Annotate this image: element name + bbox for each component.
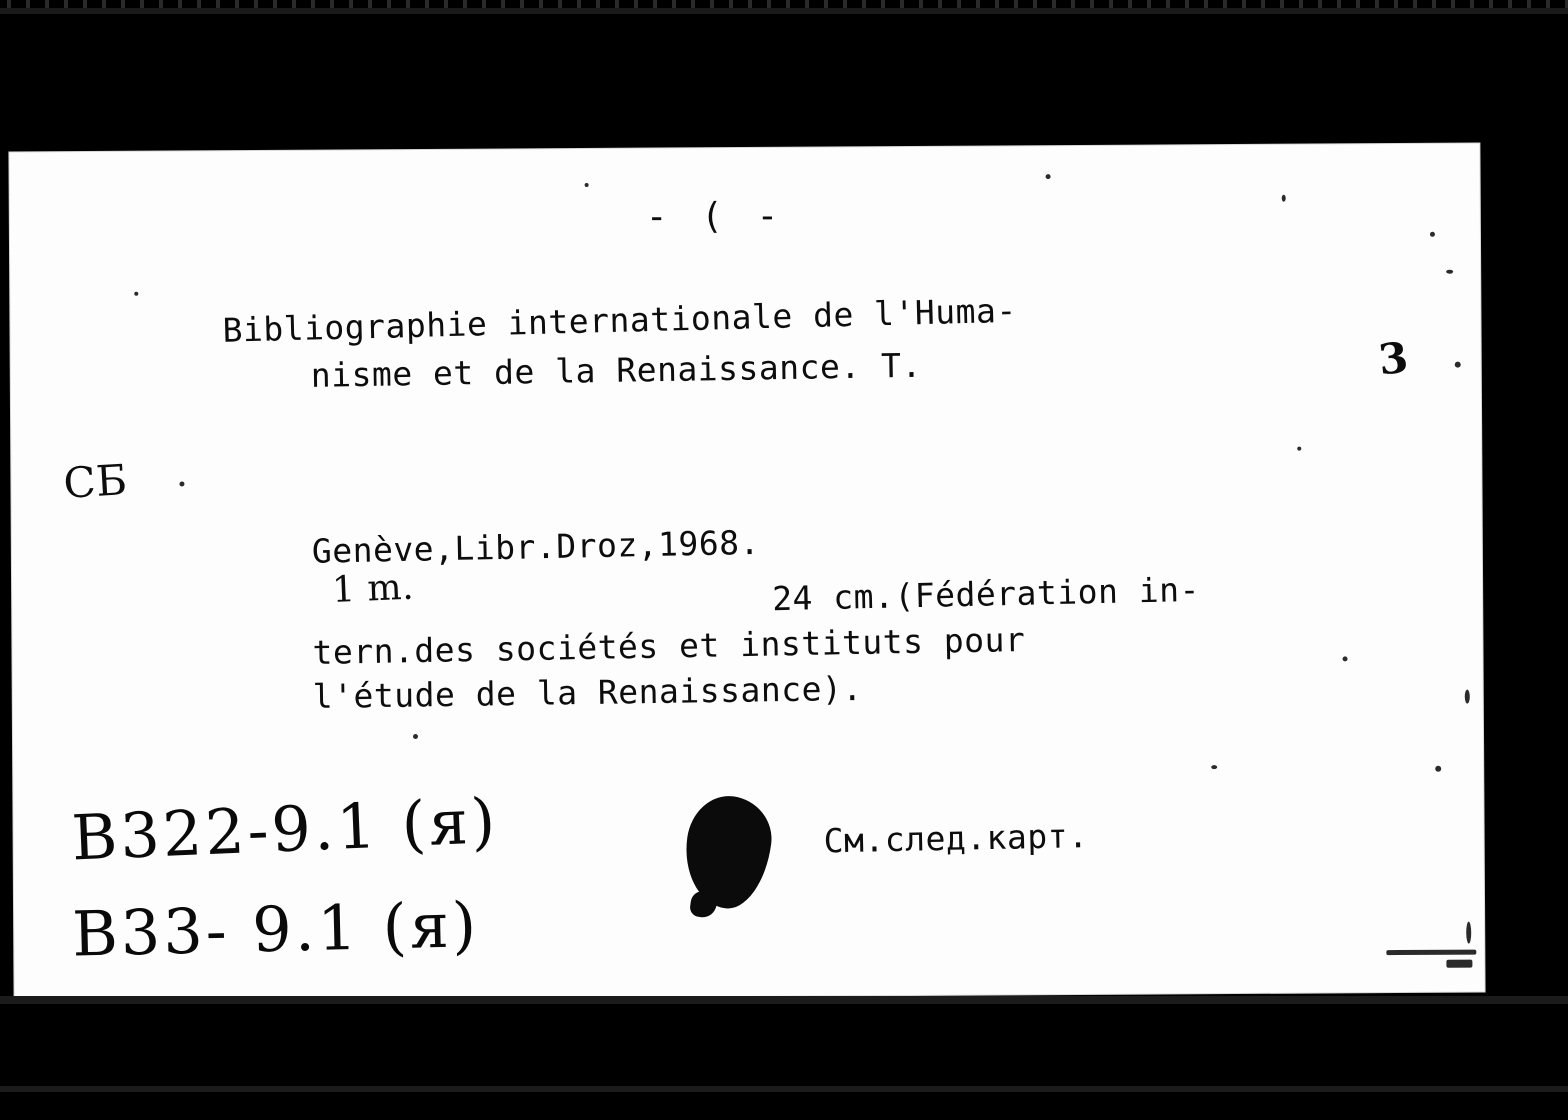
scan-edge-bottom <box>0 996 1568 1004</box>
title-line-2: nisme et de la Renaissance. T. <box>310 345 923 395</box>
see-next-card-note: См.след.карт. <box>823 816 1089 861</box>
collation-line: 24 cm.(Fédération in- <box>771 569 1201 619</box>
dust-speck <box>1211 765 1217 769</box>
dust-speck <box>585 183 589 187</box>
ink-blot <box>679 791 777 913</box>
series-line-3: l'étude de la Renaissance). <box>312 668 863 717</box>
scan-edge-strip <box>0 1086 1568 1092</box>
dust-speck <box>134 292 138 296</box>
dust-speck <box>1282 195 1286 202</box>
dust-speck <box>1446 270 1453 274</box>
shelf-mark: СБ <box>62 455 129 508</box>
dust-speck <box>1297 447 1301 451</box>
dust-speck <box>1465 690 1470 704</box>
call-number-1: B322-9.1 (я) <box>70 784 500 875</box>
dust-speck <box>1430 232 1435 237</box>
dust-speck <box>413 734 418 739</box>
dust-speck <box>179 481 184 486</box>
title-line-1: Bibliographie internationale de l'Huma- <box>222 290 1018 350</box>
dust-speck <box>1466 922 1471 944</box>
catalogue-card <box>9 144 1484 1001</box>
dust-speck <box>1455 362 1461 368</box>
volume-number: 3 <box>1376 332 1412 385</box>
dust-speck <box>1435 766 1441 772</box>
extent-handwritten: 1 m. <box>331 566 415 611</box>
dust-streak <box>1386 950 1476 956</box>
call-number-2: B33- 9.1 (я) <box>71 888 480 971</box>
dust-speck <box>1046 174 1051 179</box>
imprint-line: Genève,Libr.Droz,1968. <box>311 522 761 571</box>
scan-edge-noise <box>0 0 1568 8</box>
series-line-2: tern.des sociétés et instituts pour <box>312 619 1026 673</box>
dust-streak <box>1446 960 1472 968</box>
dust-speck <box>1343 656 1348 661</box>
page-marker: - ( - <box>645 195 785 238</box>
